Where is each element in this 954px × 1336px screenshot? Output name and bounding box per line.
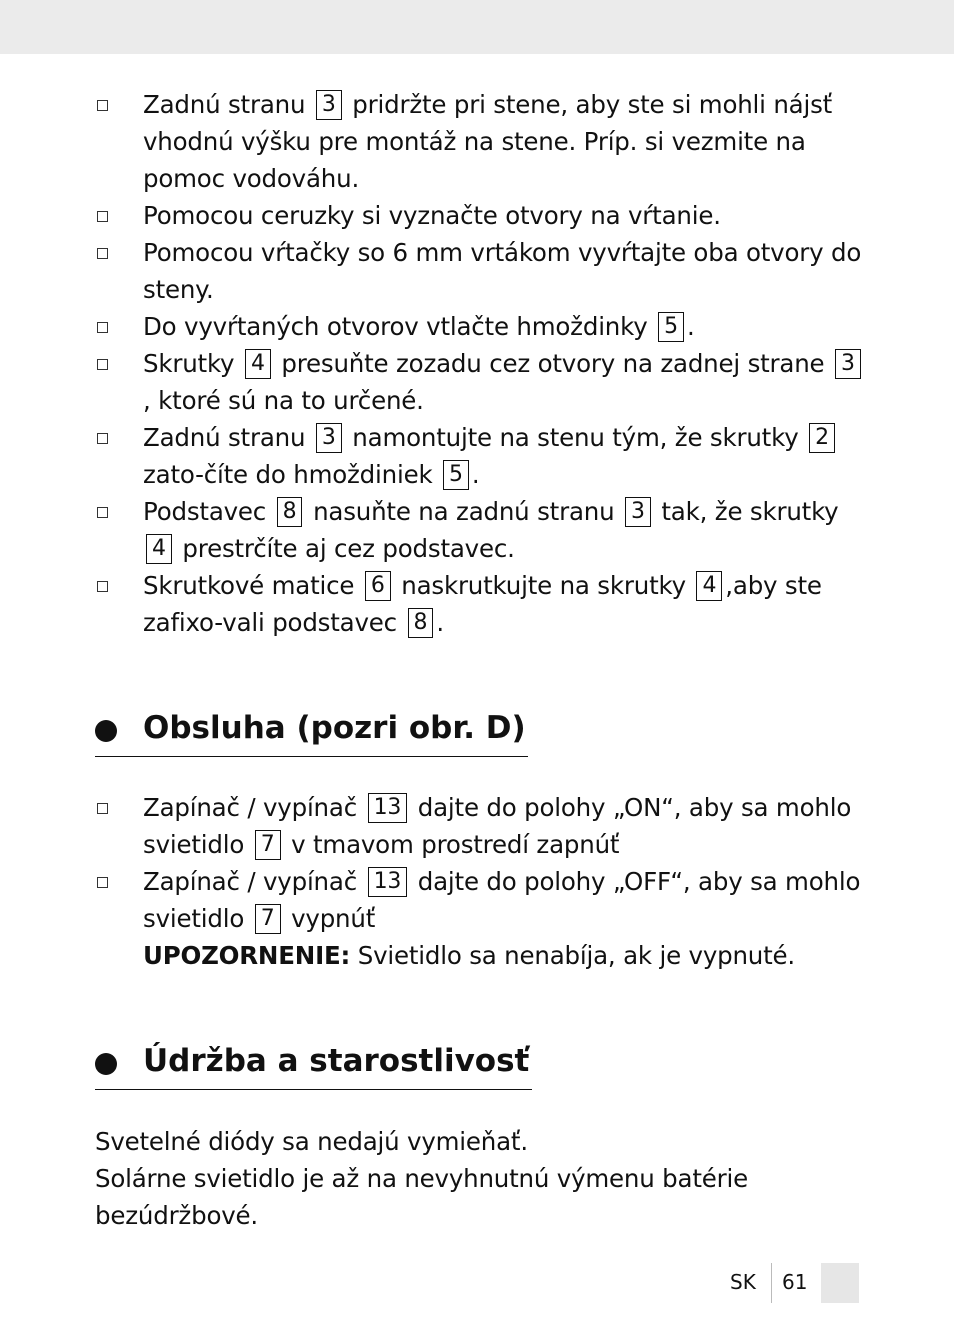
step-text: Zadnú stranu <box>143 90 313 119</box>
step-text: v tmavom prostredí zapnúť <box>283 830 620 859</box>
step-text: Skrutkové matice <box>143 571 362 600</box>
installation-steps-list <box>95 86 870 641</box>
step-text: . <box>436 608 444 637</box>
checkbox-square-icon <box>97 248 108 259</box>
section-title: Obsluha (pozri obr. D) <box>143 710 526 746</box>
part-reference-number: 4 <box>245 349 271 379</box>
section-title: Údržba a starostlivosť <box>143 1043 530 1079</box>
step-text: Do vyvŕtaných otvorov vtlačte hmoždinky <box>143 312 656 341</box>
step-text: Skrutky <box>143 349 242 378</box>
part-reference-number: 13 <box>368 793 408 823</box>
list-item <box>95 86 870 197</box>
checkbox-square-icon <box>97 100 108 111</box>
list-item <box>95 789 870 863</box>
step-text: dajte do polohy „OFF“, aby sa mohlo svietidlo <box>143 867 861 933</box>
step-text: dajte do polohy „ON“, aby sa mohlo svietidlo <box>143 793 852 859</box>
part-reference-number: 4 <box>696 571 722 601</box>
step-text: tak, že skrutky <box>653 497 839 526</box>
maintenance-line: Svetelné diódy sa nedajú vymieňať. <box>95 1127 528 1156</box>
page-number: 61 <box>782 1270 808 1294</box>
step-text: pridržte pri stene, aby ste si mohli nájsť vhodnú výšku pre montáž na stene. Príp. si vezmite na pomoc vodováhu. <box>143 90 833 193</box>
step-text: Podstavec <box>143 497 274 526</box>
step-text: presuňte zozadu cez otvory na zadnej strane <box>273 349 833 378</box>
list-item <box>95 345 870 419</box>
language-code: SK <box>730 1270 756 1294</box>
step-text: ,aby ste zafixo-vali podstavec <box>143 571 822 637</box>
step-text: namontujte na stenu tým, že skrutky <box>344 423 807 452</box>
part-reference-number: 7 <box>255 904 281 934</box>
page-tab-marker <box>821 1263 859 1303</box>
footer-divider <box>771 1263 772 1303</box>
step-text: Pomocou vŕtačky so 6 mm vrtákom vyvŕtajte oba otvory do steny. <box>143 238 862 304</box>
part-reference-number: 13 <box>368 867 408 897</box>
list-item <box>95 493 870 567</box>
step-text: nasuňte na zadnú stranu <box>305 497 622 526</box>
checkbox-square-icon <box>97 803 108 814</box>
part-reference-number: 3 <box>316 90 342 120</box>
bullet-dot-icon <box>95 720 117 742</box>
part-reference-number: 3 <box>316 423 342 453</box>
page-header-bar <box>0 0 954 54</box>
bullet-dot-icon <box>95 1053 117 1075</box>
checkbox-square-icon <box>97 211 108 222</box>
part-reference-number: 5 <box>443 460 469 490</box>
step-text: vypnúť <box>283 904 376 933</box>
part-reference-number: 3 <box>625 497 651 527</box>
part-reference-number: 7 <box>255 830 281 860</box>
step-text: , ktoré sú na to určené. <box>143 386 424 415</box>
part-reference-number: 4 <box>146 534 172 564</box>
list-item <box>95 419 870 493</box>
part-reference-number: 5 <box>658 312 684 342</box>
list-item <box>95 567 870 641</box>
maintenance-line: Solárne svietidlo je až na nevyhnutnú výmenu batérie bezúdržbové. <box>95 1164 748 1230</box>
note-block <box>95 937 870 974</box>
step-text: zato-číte do hmoždiniek <box>143 460 441 489</box>
step-text: . <box>471 460 480 489</box>
step-text: Zapínač / vypínač <box>143 793 365 822</box>
part-reference-number: 8 <box>408 608 434 638</box>
part-reference-number: 2 <box>809 423 835 453</box>
checkbox-square-icon <box>97 433 108 444</box>
list-item <box>95 197 870 234</box>
step-text: Zadnú stranu <box>143 423 313 452</box>
checkbox-square-icon <box>97 877 108 888</box>
note-text: Svietidlo sa nenabíja, ak je vypnuté. <box>350 941 796 970</box>
section-heading-maintenance <box>95 1037 532 1090</box>
step-text: Pomocou ceruzky si vyznačte otvory na vŕtanie. <box>143 201 721 230</box>
list-item <box>95 234 870 308</box>
step-text: . <box>686 312 695 341</box>
step-text: prestrčíte aj cez podstavec. <box>174 534 515 563</box>
section-heading-operation <box>95 704 528 757</box>
maintenance-paragraph <box>95 1123 875 1234</box>
operation-steps-list <box>95 789 870 937</box>
note-label: UPOZORNENIE: <box>143 941 351 970</box>
checkbox-square-icon <box>97 359 108 370</box>
part-reference-number: 6 <box>365 571 391 601</box>
list-item <box>95 863 870 937</box>
checkbox-square-icon <box>97 507 108 518</box>
step-text: Zapínač / vypínač <box>143 867 365 896</box>
part-reference-number: 8 <box>277 497 303 527</box>
checkbox-square-icon <box>97 322 108 333</box>
list-item <box>95 308 870 345</box>
step-text: naskrutkujte na skrutky <box>393 571 694 600</box>
part-reference-number: 3 <box>835 349 861 379</box>
checkbox-square-icon <box>97 581 108 592</box>
